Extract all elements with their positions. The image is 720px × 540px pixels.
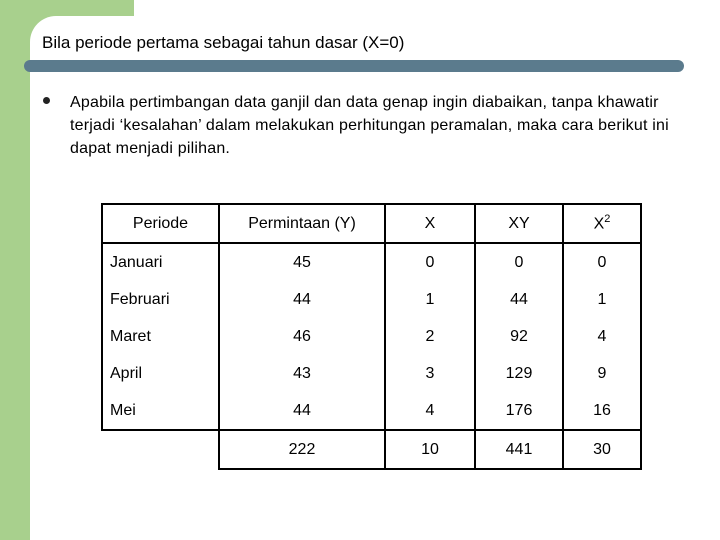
header-periode: Periode — [102, 204, 219, 243]
cell-xy: 44 — [475, 281, 563, 318]
bullet-icon — [43, 97, 50, 104]
cell-xy: 129 — [475, 355, 563, 392]
cell-x: 4 — [385, 392, 475, 430]
data-table — [101, 203, 642, 470]
cell-periode: Januari — [102, 243, 219, 281]
total-x: 10 — [385, 430, 475, 469]
header-xy: XY — [475, 204, 563, 243]
cell-x2: 16 — [563, 392, 641, 430]
cell-permintaan: 44 — [219, 392, 385, 430]
cell-x2: 0 — [563, 243, 641, 281]
cell-xy: 176 — [475, 392, 563, 430]
table-row — [102, 243, 641, 281]
cell-periode: Maret — [102, 318, 219, 355]
cell-x2: 9 — [563, 355, 641, 392]
table-row — [102, 355, 641, 392]
title-divider — [24, 60, 684, 72]
total-x2: 30 — [563, 430, 641, 469]
cell-x2: 1 — [563, 281, 641, 318]
table-row — [102, 281, 641, 318]
table-row — [102, 318, 641, 355]
cell-permintaan: 45 — [219, 243, 385, 281]
cell-permintaan: 44 — [219, 281, 385, 318]
table-header-row — [102, 204, 641, 243]
header-x2-base: X — [593, 215, 605, 233]
cell-x2: 4 — [563, 318, 641, 355]
left-accent-strip — [0, 0, 30, 540]
cell-xy: 92 — [475, 318, 563, 355]
cell-x: 1 — [385, 281, 475, 318]
table-total-row — [102, 430, 641, 469]
table-row — [102, 392, 641, 430]
cell-periode: April — [102, 355, 219, 392]
total-xy: 441 — [475, 430, 563, 469]
cell-x: 3 — [385, 355, 475, 392]
header-x2-exponent: 2 — [604, 213, 611, 226]
cell-permintaan: 43 — [219, 355, 385, 392]
cell-xy: 0 — [475, 243, 563, 281]
cell-periode: Februari — [102, 281, 219, 318]
cell-x: 2 — [385, 318, 475, 355]
total-permintaan: 222 — [219, 430, 385, 469]
header-x: X — [385, 204, 475, 243]
header-x-squared — [563, 204, 641, 243]
total-blank-cell — [102, 430, 219, 469]
header-permintaan: Permintaan (Y) — [219, 204, 385, 243]
cell-periode: Mei — [102, 392, 219, 430]
cell-permintaan: 46 — [219, 318, 385, 355]
bullet-paragraph: Apabila pertimbangan data ganjil dan data genap ingin diabaikan, tanpa khawatir terjadi ‘kesalahan’ dalam melakukan perhitungan peramalan, maka cara berikut ini dapat menjadi pilihan. — [70, 94, 669, 157]
cell-x: 0 — [385, 243, 475, 281]
slide-title: Bila periode pertama sebagai tahun dasar (X=0) — [42, 33, 405, 52]
